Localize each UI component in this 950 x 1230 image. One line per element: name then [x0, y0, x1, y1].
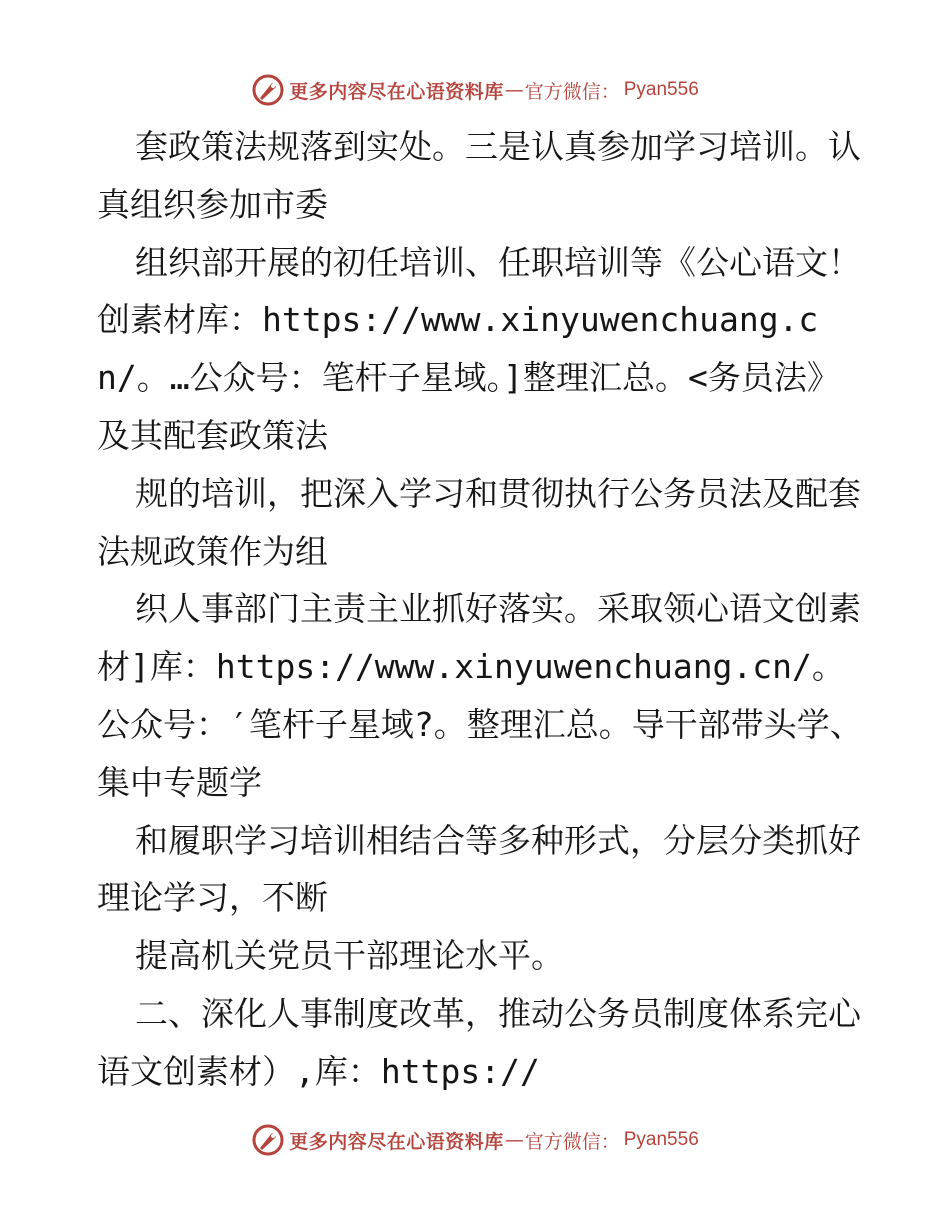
banner-dash: —: [504, 79, 524, 101]
banner-wechat-id: Pyan556: [623, 1129, 699, 1150]
paragraph: 提高机关党员干部理论水平。: [135, 936, 564, 976]
banner-wechat-label: 官方微信：: [524, 1130, 620, 1153]
footer-banner: [0, 1120, 950, 1160]
paragraph: 组织部开展的初任培训、任职培训等《公心语文！创素材库：https://www.xinyuwenchuang.cn/。…公众号：笔杆子星域。]整理汇总。<务员法》及其配套政策法: [97, 242, 861, 455]
paragraph: 二、深化人事制度改革，推动公务员制度体系完心语文创素材）,库：https://: [97, 993, 861, 1091]
paragraph: 和履职学习培训相结合等多种形式，分层分类抓好理论学习，不断: [97, 820, 861, 918]
paragraph: 织人事部门主责主业抓好落实。采取领心语文创素材]库：https://www.xinyuwenchuang.cn/。公众号：′笔杆子星域?。整理汇总。导干部带头学、集中专题学: [97, 589, 863, 802]
banner-title: 更多内容尽在心语资料库: [289, 80, 504, 103]
paragraph: 规的培训，把深入学习和贯彻执行公务员法及配套法规政策作为组: [97, 473, 861, 571]
banner-wechat-id: Pyan556: [623, 79, 699, 100]
paragraph: 套政策法规落到实处。三是认真参加学习培训。认真组织参加市委: [97, 127, 861, 224]
banner-dash: —: [504, 1129, 524, 1151]
header-banner: [0, 70, 950, 110]
document-body: [97, 118, 867, 1101]
banner-wechat-label: 官方微信：: [524, 80, 620, 103]
pen-nib-logo-icon: [251, 73, 285, 107]
banner-title: 更多内容尽在心语资料库: [289, 1130, 504, 1153]
pen-nib-logo-icon: [251, 1123, 285, 1157]
